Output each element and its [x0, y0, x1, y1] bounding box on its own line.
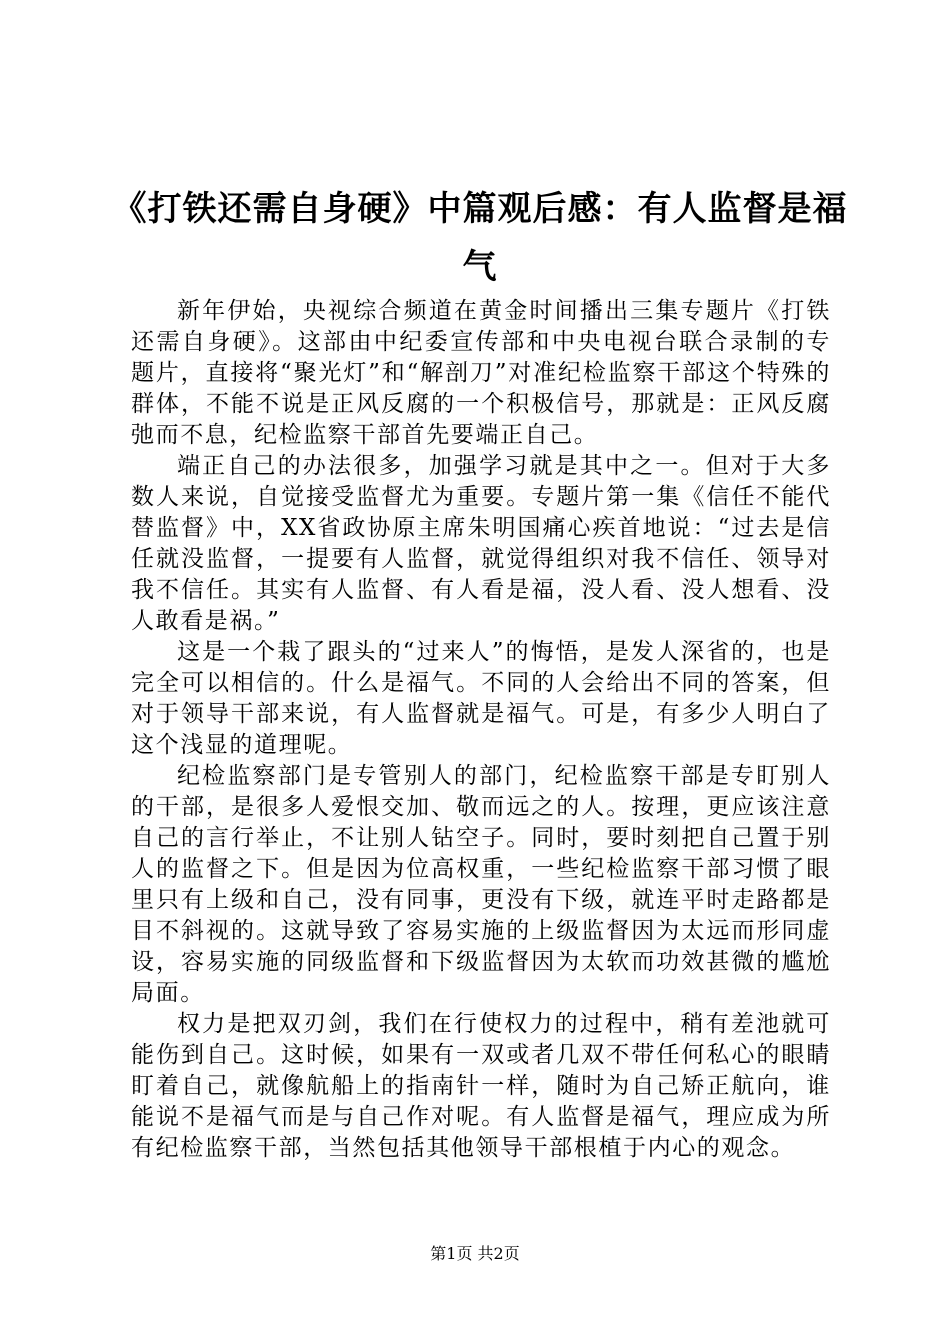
paragraph: 权力是把双刃剑，我们在行使权力的过程中，稍有差池就可能伤到自己。这时候，如果有一双或者几双不带任何私心的眼睛盯着自己，就像航船上的指南针一样，随时为自己矫正航向，谁能说不是福气而是与自己作对呢。有人监督是福气，理应成为所有纪检监察干部，当然包括其他领导干部根植于内心的观念。 — [131, 1011, 831, 1161]
paragraph: 这是一个栽了跟头的“过来人”的悔悟，是发人深省的，也是完全可以相信的。什么是福气。不同的人会给出不同的答案，但对于领导干部来说，有人监督就是福气。可是，有多少人明白了这个浅显的道理呢。 — [131, 639, 831, 758]
document-body — [131, 296, 831, 1164]
paragraph: 纪检监察部门是专管别人的部门，纪检监察干部是专盯别人的干部，是很多人爱恨交加、敬而远之的人。按理，更应该注意自己的言行举止，不让别人钻空子。同时，要时刻把自己置于别人的监督之下。但是因为位高权重，一些纪检监察干部习惯了眼里只有上级和自己，没有同事，更没有下级，就连平时走路都是目不斜视的。这就导致了容易实施的上级监督因为太远而形同虚设，容易实施的同级监督和下级监督因为太软而功效甚微的尴尬局面。 — [131, 763, 831, 1006]
paragraph: 新年伊始，央视综合频道在黄金时间播出三集专题片《打铁还需自身硬》。这部由中纪委宣传部和中央电视台联合录制的专题片，直接将“聚光灯”和“解剖刀”对准纪检监察干部这个特殊的群体，不能不说是正风反腐的一个积极信号，那就是：正风反腐弛而不息，纪检监察干部首先要端正自己。 — [131, 298, 831, 448]
document-title: 《打铁还需自身硬》中篇观后感：有人监督是福气 — [112, 189, 848, 287]
page-number: 第1页 共2页 — [430, 1244, 520, 1263]
paragraph: 端正自己的办法很多，加强学习就是其中之一。但对于大多数人来说，自觉接受监督尤为重要。专题片第一集《信任不能代替监督》中，XX省政协原主席朱明国痛心疾首地说：“过去是信任就没监督，一提要有人监督，就觉得组织对我不信任、领导对我不信任。其实有人监督、有人看是福，没人看、没人想看、没人敢看是祸。” — [131, 453, 831, 634]
